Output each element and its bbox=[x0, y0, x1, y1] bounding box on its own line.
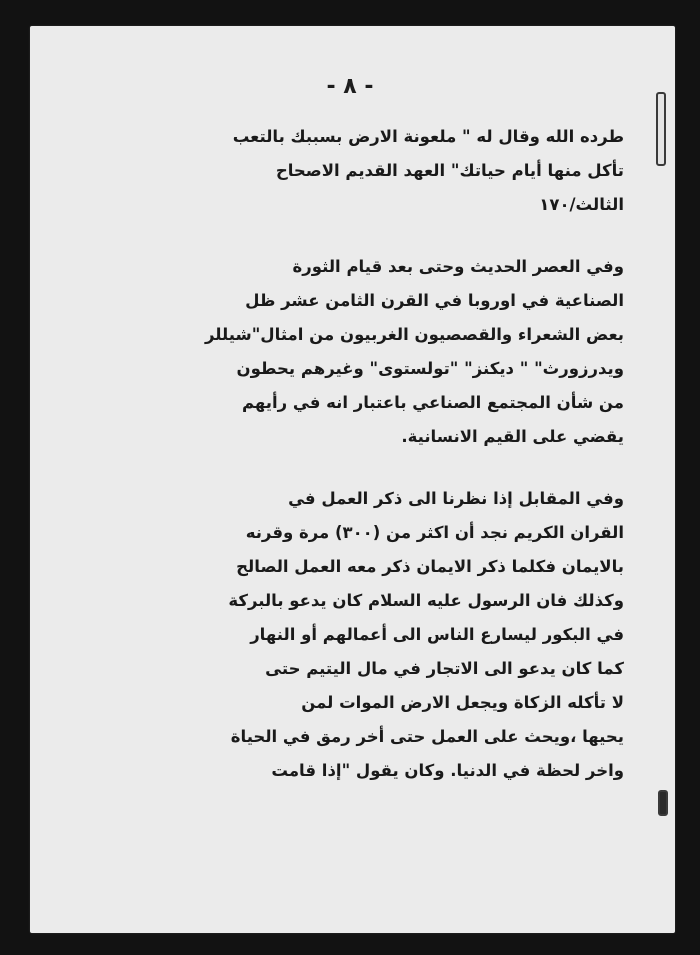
text-line: من شأن المجتمع الصناعي باعتبار انه في رأيهم bbox=[241, 393, 624, 412]
binding-clip-top bbox=[656, 92, 666, 166]
text-line: طرده الله وقال له " ملعونة الارض بسببك بالتعب bbox=[232, 127, 624, 146]
paragraph-2 bbox=[104, 250, 624, 454]
text-line: وفي المقابل إذا نظرنا الى ذكر العمل في bbox=[288, 489, 624, 508]
text-line: وكذلك فان الرسول عليه السلام كان يدعو بالبركة bbox=[228, 591, 624, 610]
text-line: واخر لحظة في الدنيا. وكان يقول "إذا قامت bbox=[271, 761, 624, 780]
text-line: يحيها ،ويحث على العمل حتى أخر رمق في الحياة bbox=[230, 727, 624, 746]
text-line: وفي العصر الحديث وحتى بعد قيام الثورة bbox=[292, 257, 624, 276]
text-line: الثالث/١٧٠ bbox=[539, 195, 624, 214]
text-line: يقضي على القيم الانسانية. bbox=[401, 427, 624, 446]
binding-clip-bottom bbox=[658, 790, 668, 816]
text-line: بالايمان فكلما ذكر الايمان ذكر معه العمل الصالح bbox=[236, 557, 624, 576]
text-line: القران الكريم نجد أن اكثر من (٣٠٠) مرة وقرنه bbox=[245, 523, 624, 542]
text-line: تأكل منها أيام حياتك" العهد القديم الاصحاح bbox=[275, 161, 624, 180]
document-body bbox=[104, 120, 624, 788]
text-line: بعض الشعراء والقصصيون الغربيون من امثال"شيللر bbox=[205, 325, 624, 344]
page-number: - ٨ - bbox=[326, 74, 374, 99]
paragraph-1 bbox=[104, 120, 624, 222]
text-line: لا تأكله الزكاة ويجعل الارض الموات لمن bbox=[301, 693, 624, 712]
text-line: كما كان يدعو الى الاتجار في مال اليتيم حتى bbox=[265, 659, 624, 678]
paragraph-3 bbox=[104, 482, 624, 788]
text-line: في البكور ليسارع الناس الى أعمالهم أو النهار bbox=[250, 625, 624, 644]
text-line: ويدرزورث" " ديكنز" "تولستوى" وغيرهم يحطون bbox=[236, 359, 624, 378]
text-line: الصناعية في اوروبا في القرن الثامن عشر ظل bbox=[245, 291, 624, 310]
